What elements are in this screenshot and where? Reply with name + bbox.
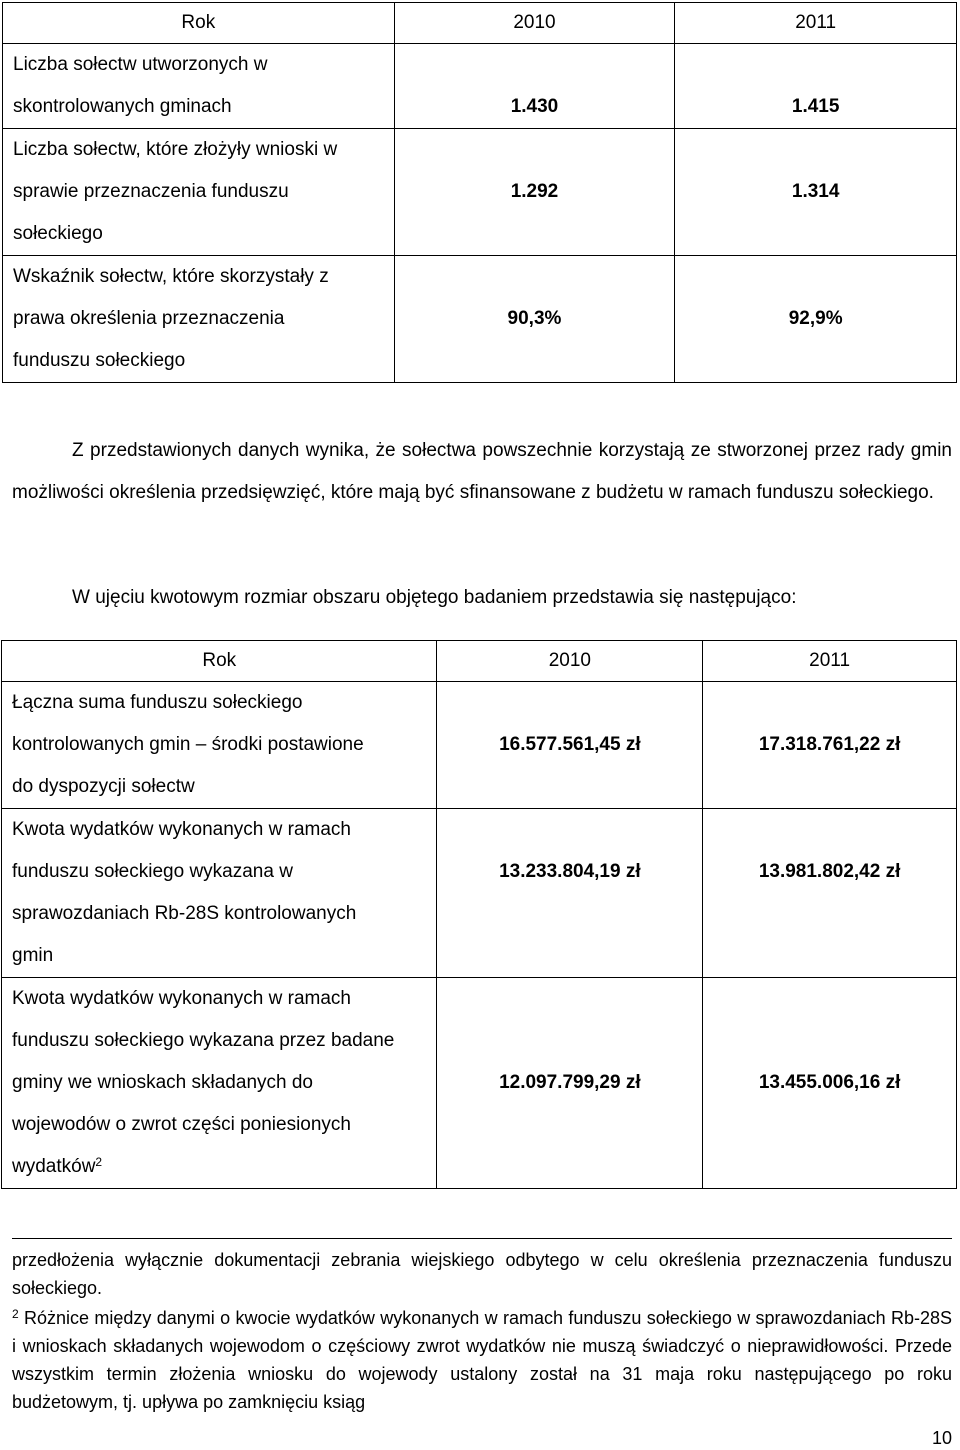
table-row bbox=[2, 978, 957, 1189]
table-row bbox=[2, 682, 957, 809]
row-label: Liczba sołectw utworzonych w skontrolowanych gminach bbox=[3, 44, 395, 129]
header-2011: 2011 bbox=[703, 641, 957, 682]
footnote-2: $^2$ Różnice między danymi o kwocie wydatków wykonanych w ramach funduszu sołeckiego w sprawozdaniach Rb-28S i wnioskach składanych wojewodom o częściowy zwrot wydatków nie muszą świadczyć o nieprawidłowości. Przede wszystkim termin złożenia wniosku do wojewody ustalony został na 31 maja roku następującego po roku budżetowym, tj. upływa po zamknięciu ksiąg bbox=[12, 1307, 952, 1412]
value-2011: 1.415 bbox=[675, 44, 957, 129]
value-2010: 1.430 bbox=[394, 44, 675, 129]
row-label: Łączna suma funduszu sołeckiego kontrolowanych gmin – środki postawione do dyspozycji sołectw bbox=[2, 682, 437, 809]
value-2011: 13.981.802,42 zł bbox=[703, 809, 957, 978]
table-row bbox=[2, 809, 957, 978]
paragraph-intro-table2: W ujęciu kwotowym rozmiar obszaru objętego badaniem przedstawia się następująco: bbox=[72, 587, 797, 608]
table-header-row bbox=[2, 641, 957, 682]
paragraph-summary: Z przedstawionych danych wynika, że sołectwa powszechnie korzystają ze stworzonej przez rady gmin możliwości określenia przedsięwzięć, które mają być sfinansowane z budżetu w ramach funduszu sołeckiego. bbox=[12, 440, 952, 503]
value-2011: 92,9% bbox=[675, 256, 957, 383]
value-2010: 1.292 bbox=[394, 129, 675, 256]
value-2010: 12.097.799,29 zł bbox=[437, 978, 703, 1189]
header-year: Rok bbox=[2, 641, 437, 682]
value-2010: 16.577.561,45 zł bbox=[437, 682, 703, 809]
table-solectwa-count bbox=[2, 2, 957, 383]
footnote-ref[interactable]: 2 bbox=[95, 1155, 103, 1169]
row-label: Kwota wydatków wykonanych w ramach funduszu sołeckiego wykazana przez badane gminy we wnioskach składanych do wojewodów o zwrot części poniesionych wydatków$^2$ bbox=[2, 978, 437, 1189]
footnote-marker: 2 bbox=[12, 1307, 19, 1321]
header-2011: 2011 bbox=[675, 3, 957, 44]
row-label: Liczba sołectw, które złożyły wnioski w sprawie przeznaczenia funduszu sołeckiego bbox=[3, 129, 395, 256]
row-label: Kwota wydatków wykonanych w ramach funduszu sołeckiego wykazana w sprawozdaniach Rb-28S kontrolowanych gmin bbox=[2, 809, 437, 978]
value-2011: 1.314 bbox=[675, 129, 957, 256]
value-2011: 13.455.006,16 zł bbox=[703, 978, 957, 1189]
table-row bbox=[3, 256, 957, 383]
page-number: 10 bbox=[931, 1428, 952, 1448]
value-2011: 17.318.761,22 zł bbox=[703, 682, 957, 809]
footnote-separator bbox=[12, 1238, 952, 1239]
header-2010: 2010 bbox=[437, 641, 703, 682]
header-year: Rok bbox=[3, 3, 395, 44]
table-row bbox=[3, 44, 957, 129]
table-header-row bbox=[3, 3, 957, 44]
row-label: Wskaźnik sołectw, które skorzystały z prawa określenia przeznaczenia funduszu sołeckiego bbox=[3, 256, 395, 383]
table-row bbox=[3, 129, 957, 256]
table-fund-amounts bbox=[1, 640, 957, 1189]
value-2010: 13.233.804,19 zł bbox=[437, 809, 703, 978]
header-2010: 2010 bbox=[394, 3, 675, 44]
footnote-continuation: przedłożenia wyłącznie dokumentacji zebrania wiejskiego odbytego w celu określenia przeznaczenia funduszu sołeckiego. bbox=[12, 1250, 952, 1298]
value-2010: 90,3% bbox=[394, 256, 675, 383]
